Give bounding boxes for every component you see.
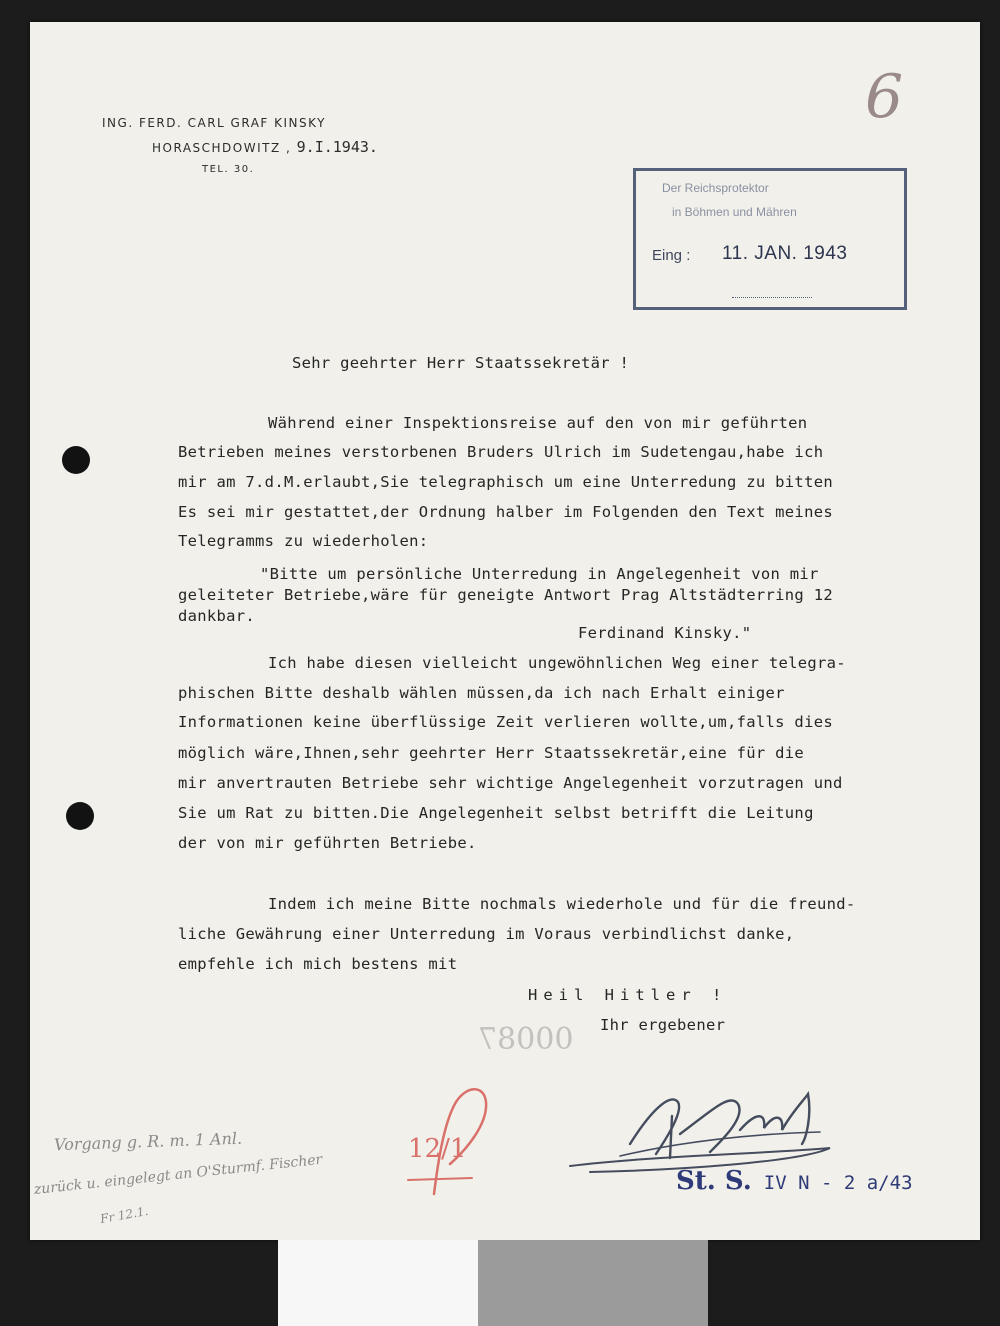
stamp-faded-line-1: Der Reichsprotektor [662, 181, 769, 195]
body-line-17: Indem ich meine Bitte nochmals wiederhole und für die freund- [268, 895, 856, 913]
stamp-faded-line-2: in Böhmen und Mähren [672, 205, 797, 219]
body-line-3: mir am 7.d.M.erlaubt,Sie telegraphisch um eine Unterredung zu bitten [178, 473, 833, 491]
mirrored-number: 00087 [478, 1022, 574, 1057]
sender-name: ING. FERD. CARL GRAF KINSKY [102, 116, 326, 130]
body-line-5: Telegramms zu wiederholen: [178, 532, 429, 550]
telegram-line-3: dankbar. [178, 607, 256, 625]
body-line-11: phischen Bitte deshalb wählen müssen,da ich nach Erhalt einiger [178, 684, 785, 702]
telegram-signature: Ferdinand Kinsky." [578, 624, 752, 642]
stamp-date: 11. JAN. 1943 [722, 243, 848, 264]
body-line-15: Sie um Rat zu bitten.Die Angelegenheit selbst betrifft die Leitung [178, 804, 814, 822]
body-line-16: der von mir geführten Betriebe. [178, 834, 477, 852]
body-line-2: Betrieben meines verstorbenen Bruders Ulrich im Sudetengau,habe ich [178, 443, 824, 461]
punch-hole-top [62, 446, 90, 474]
body-line-13: möglich wäre,Ihnen,sehr geehrter Herr Staatssekretär,eine für die [178, 744, 805, 762]
sender-place: HORASCHDOWITZ , [152, 141, 292, 155]
body-line-19: empfehle ich mich bestens mit [178, 955, 458, 973]
pencil-note-1: Vorgang g. R. m. 1 Anl. [53, 1128, 243, 1155]
body-line-14: mir anvertrauten Betriebe sehr wichtige Angelegenheit vorzutragen und [178, 774, 843, 792]
closing-greeting: Heil Hitler ! [528, 986, 728, 1004]
telegram-line-1: "Bitte um persönliche Unterredung in Angelegenheit von mir [260, 565, 819, 583]
calibration-card-white [278, 1240, 478, 1326]
body-line-4: Es sei mir gestattet,der Ordnung halber im Folgenden den Text meines [178, 503, 833, 521]
registry-number: IV N - 2 a/43 [763, 1172, 913, 1194]
calibration-card-grey [478, 1240, 708, 1326]
body-line-1: Während einer Inspektionsreise auf den von mir geführten [268, 414, 808, 432]
red-pencil-initial: 12/1 [408, 1134, 467, 1164]
registry-prefix: St. S. [676, 1166, 752, 1196]
sender-telephone: TEL. 30. [202, 164, 255, 175]
stamp-dotted-line [732, 297, 812, 298]
telegram-line-2: geleiteter Betriebe,wäre für geneigte Antwort Prag Altstädterring 12 [178, 586, 833, 604]
stamp-eing-label: Eing : [652, 247, 691, 264]
punch-hole-bottom [66, 802, 94, 830]
pencil-note-2: zurück u. eingelegt an O'Sturmf. Fischer [33, 1151, 324, 1198]
receipt-stamp [633, 168, 907, 310]
body-line-12: Informationen keine überflüssige Zeit verlieren wollte,um,falls dies [178, 713, 833, 731]
letter-sheet [30, 22, 980, 1240]
salutation: Sehr geehrter Herr Staatssekretär ! [292, 354, 630, 372]
pencil-note-3: Fr 12.1. [99, 1203, 150, 1227]
letter-date: 9.I.1943. [296, 138, 378, 156]
page-number: 6 [865, 62, 904, 132]
body-line-10: Ich habe diesen vielleicht ungewöhnlichen Weg einer telegra- [268, 654, 846, 672]
closing-valediction: Ihr ergebener [600, 1016, 726, 1034]
body-line-18: liche Gewährung einer Unterredung im Voraus verbindlichst danke, [178, 925, 795, 943]
registry-stamp [676, 1166, 913, 1196]
